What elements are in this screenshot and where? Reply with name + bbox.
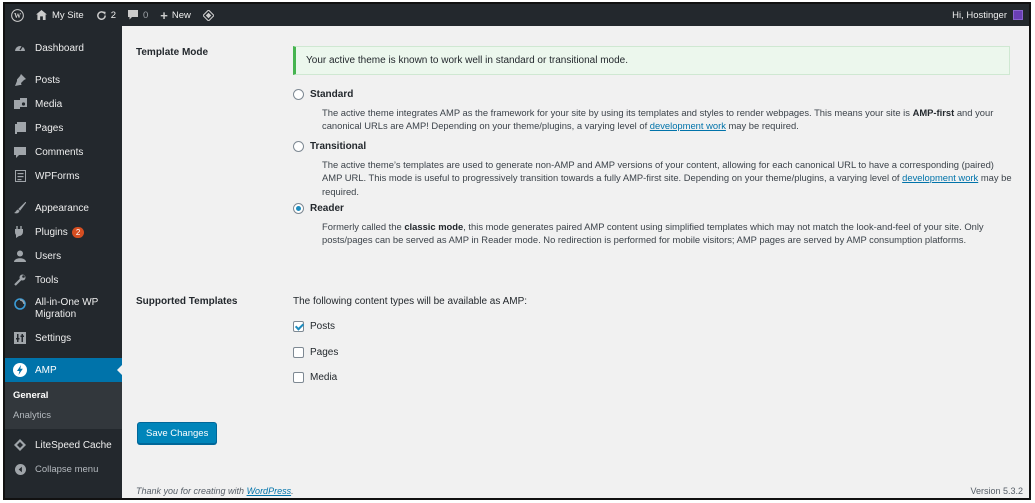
- wordpress-logo-icon[interactable]: [5, 4, 30, 26]
- option-title: Standard: [310, 89, 354, 100]
- litespeed-diamond-icon[interactable]: [197, 4, 220, 26]
- wordpress-link[interactable]: WordPress: [246, 486, 292, 496]
- standard-radio-row[interactable]: [293, 89, 1012, 100]
- dashboard-icon: [13, 41, 27, 55]
- option-description: [322, 158, 1012, 198]
- menu-item-comments[interactable]: [5, 140, 122, 164]
- site-name: My Site: [52, 9, 84, 21]
- template-checkbox-media[interactable]: [293, 372, 337, 383]
- collapse-icon: [13, 462, 27, 476]
- checkbox-label: Pages: [310, 347, 339, 358]
- template-checkbox-posts[interactable]: [293, 321, 335, 332]
- supported-templates-label: Supported Templates: [136, 296, 238, 307]
- plugins-update-badge: 2: [72, 227, 84, 238]
- option-description: [322, 106, 1012, 133]
- comment-icon: [13, 145, 27, 159]
- menu-label: WPForms: [35, 170, 80, 182]
- settings-icon: [13, 331, 27, 345]
- desc-text: may be required.: [725, 120, 799, 132]
- desc-text: The active theme integrates AMP as the framework for your site by using its templates and styles to render webpages. This means your site is: [322, 107, 913, 118]
- media-icon: [13, 97, 27, 111]
- menu-item-settings[interactable]: [5, 326, 122, 350]
- desc-text: may be required.: [322, 172, 1012, 197]
- footer-period: .: [291, 486, 294, 496]
- menu-item-amp[interactable]: [5, 358, 122, 382]
- collapse-menu-button[interactable]: [5, 457, 122, 481]
- template-checkbox-pages[interactable]: [293, 347, 338, 358]
- brush-icon: [13, 201, 27, 215]
- transitional-radio[interactable]: [293, 141, 304, 152]
- menu-label: Tools: [35, 274, 59, 286]
- refresh-icon: [96, 10, 107, 21]
- option-title: Transitional: [310, 141, 367, 152]
- main-content: [122, 26, 1029, 498]
- theme-compat-notice: [293, 46, 1010, 75]
- menu-item-pages[interactable]: [5, 116, 122, 140]
- new-content-link[interactable]: [154, 4, 197, 26]
- menu-item-all-in-one-migration[interactable]: [5, 292, 122, 326]
- updates-count: 2: [110, 9, 116, 21]
- footer-text: Thank you for creating with: [136, 486, 247, 496]
- option-description: [322, 220, 1012, 247]
- comment-icon: [128, 10, 138, 20]
- desc-text: The active theme’s templates are used to generate non-AMP and AMP versions of your content, allowing for each canonical URL to have a corresponding (paired) AMP URL. This mode is useful to progressively transition towards a fully AMP-first site. Depending on your theme/plugins, a varying level of: [322, 159, 994, 184]
- menu-item-media[interactable]: [5, 92, 122, 116]
- avatar: [1013, 10, 1023, 20]
- menu-item-tools[interactable]: [5, 268, 122, 292]
- menu-item-litespeed-cache[interactable]: [5, 433, 122, 457]
- svg-text:W: W: [13, 11, 22, 20]
- menu-label: Settings: [35, 332, 72, 344]
- menu-label-line2: Migration: [35, 309, 77, 320]
- menu-item-posts[interactable]: [5, 68, 122, 92]
- supported-templates-intro: The following content types will be available as AMP:: [293, 296, 528, 307]
- mode-option-standard: [293, 89, 1012, 133]
- template-mode-label: Template Mode: [136, 47, 209, 58]
- admin-sidebar: [5, 26, 122, 498]
- reader-radio-row[interactable]: [293, 203, 1012, 214]
- footer-thanks: [136, 486, 294, 496]
- menu-label: Pages: [35, 122, 64, 134]
- submenu-item-general[interactable]: General: [13, 389, 49, 401]
- menu-label: LiteSpeed Cache: [35, 439, 112, 451]
- pages-checkbox[interactable]: [293, 347, 304, 358]
- amp-submenu: [5, 382, 122, 429]
- migration-icon: [13, 297, 27, 311]
- plugin-icon: [13, 225, 27, 239]
- posts-checkbox[interactable]: [293, 321, 304, 332]
- menu-item-appearance[interactable]: [5, 196, 122, 220]
- reader-radio[interactable]: [293, 203, 304, 214]
- diamond-icon: [13, 438, 27, 452]
- browser-frame: [3, 2, 1031, 500]
- forms-icon: [13, 169, 27, 183]
- menu-item-plugins[interactable]: [5, 220, 122, 244]
- menu-item-wpforms[interactable]: [5, 164, 122, 188]
- menu-label: AMP: [35, 364, 57, 376]
- mode-option-transitional: [293, 141, 1012, 198]
- notice-text: Your active theme is known to work well in standard or transitional mode.: [306, 55, 629, 66]
- menu-label: Dashboard: [35, 42, 84, 54]
- menu-label: Posts: [35, 74, 61, 86]
- desc-bold: classic mode: [404, 221, 464, 232]
- pages-icon: [13, 121, 27, 135]
- menu-label: Appearance: [35, 202, 89, 214]
- menu-label: Comments: [35, 146, 84, 158]
- updates-link[interactable]: [90, 4, 122, 26]
- save-changes-button[interactable]: Save Changes: [137, 422, 217, 444]
- development-work-link[interactable]: development work: [649, 120, 726, 132]
- checkbox-label: Media: [310, 372, 338, 383]
- plus-icon: +: [160, 7, 168, 23]
- pin-icon: [13, 73, 27, 87]
- desc-text: , this mode generates paired AMP content using simplified templates which may not match the look-and-feel of your site. Only posts/pages can be served as AMP in Reader mode. No redirection is performed for mobile visitors; AMP pages are served by AMP consumption platforms.: [322, 221, 984, 246]
- users-icon: [13, 249, 27, 263]
- menu-label: Collapse menu: [35, 463, 99, 475]
- menu-label: Plugins: [35, 226, 68, 238]
- standard-radio[interactable]: [293, 89, 304, 100]
- menu-label: Users: [35, 250, 62, 262]
- development-work-link[interactable]: development work: [902, 172, 979, 184]
- my-account[interactable]: [952, 10, 1029, 21]
- home-icon: [36, 10, 47, 20]
- media-checkbox[interactable]: [293, 372, 304, 383]
- menu-label: Media: [35, 98, 63, 110]
- menu-item-dashboard[interactable]: [5, 36, 122, 60]
- option-title: Reader: [310, 203, 344, 214]
- menu-label: All-in-One WP: [35, 297, 99, 308]
- comments-count: 0: [142, 9, 149, 21]
- admin-bar: [5, 4, 1029, 26]
- site-name-link[interactable]: [30, 4, 90, 26]
- footer-version: Version 5.3.2: [970, 486, 1023, 496]
- amp-icon: [13, 363, 27, 377]
- desc-text: Formerly called the: [322, 221, 405, 232]
- new-label: New: [171, 9, 191, 21]
- checkbox-label: Posts: [310, 321, 336, 332]
- greeting: Hi, Hostinger: [952, 9, 1007, 21]
- desc-bold: AMP-first: [912, 107, 955, 118]
- menu-item-users[interactable]: [5, 244, 122, 268]
- transitional-radio-row[interactable]: [293, 141, 1012, 152]
- wrench-icon: [13, 273, 27, 287]
- submenu-item-analytics[interactable]: Analytics: [13, 409, 52, 421]
- comments-link[interactable]: [122, 4, 154, 26]
- mode-option-reader: [293, 203, 1012, 247]
- desc-text: and your canonical URLs are AMP! Depending on your theme/plugins, a varying level of: [322, 107, 994, 132]
